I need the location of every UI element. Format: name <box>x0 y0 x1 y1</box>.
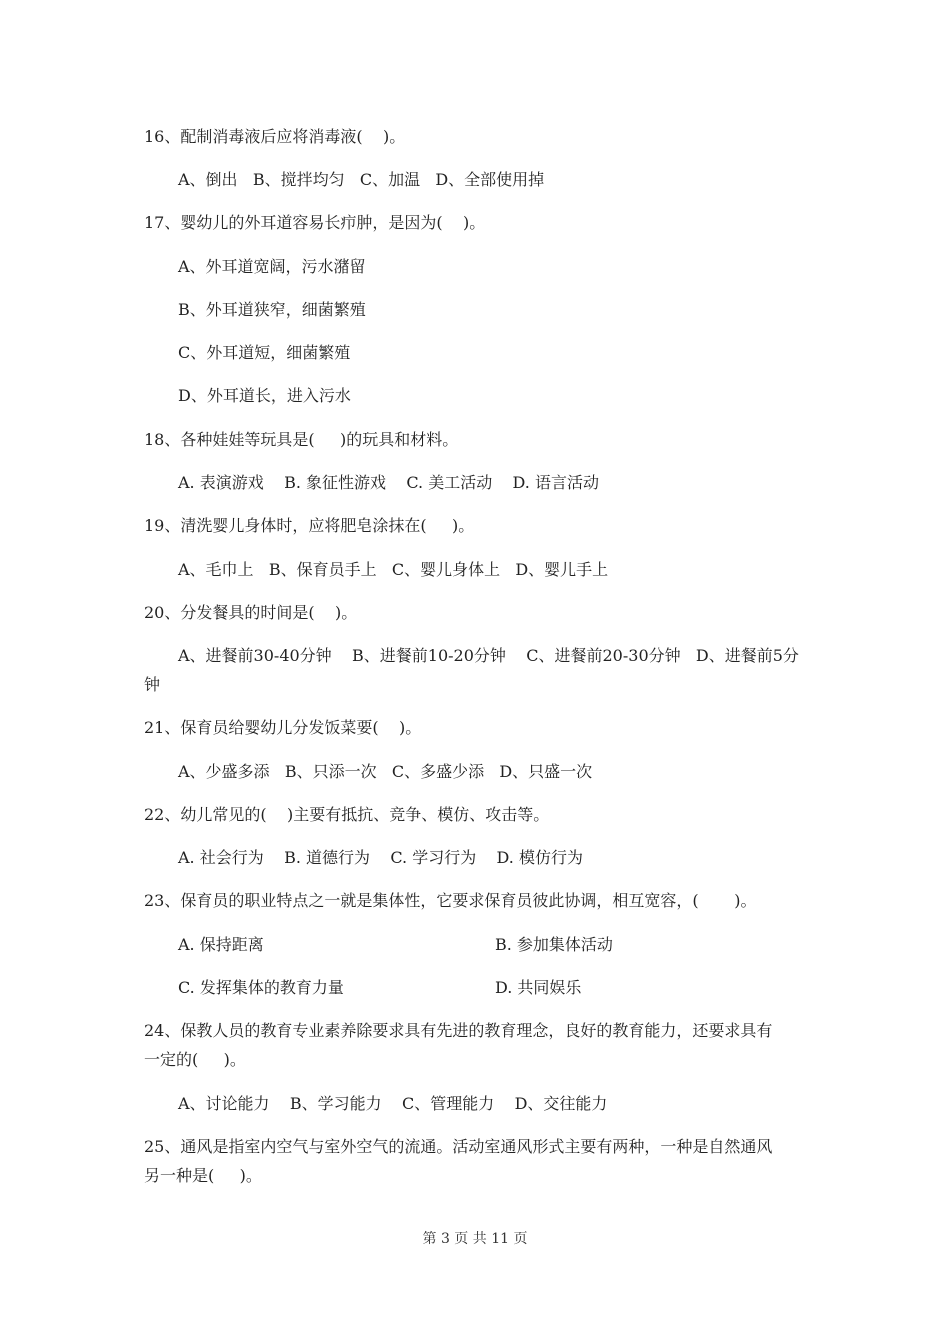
question-20-options: A、进餐前30-40分钟 B、进餐前10-20分钟 C、进餐前20-30分钟 D、进餐前5分 <box>178 646 799 665</box>
question-21-options: A、少盛多添 B、只添一次 C、多盛少添 D、只盛一次 <box>178 762 593 781</box>
question-25-stem-continued: 另一种是( )。 <box>144 1166 262 1185</box>
question-22-options: A. 社会行为 B. 道德行为 C. 学习行为 D. 模仿行为 <box>178 848 583 867</box>
question-23-stem: 23、保育员的职业特点之一就是集体性，它要求保育员彼此协调，相互宽容，( )。 <box>144 891 757 910</box>
question-22-stem: 22、幼儿常见的( )主要有抵抗、竞争、模仿、攻击等。 <box>144 805 550 824</box>
question-25-stem: 25、通风是指室内空气与室外空气的流通。活动室通风形式主要有两种，一种是自然通风 <box>144 1137 773 1156</box>
question-24-stem-continued: 一定的( )。 <box>144 1050 246 1069</box>
question-23-option-b: B. 参加集体活动 <box>495 935 613 954</box>
question-16-stem: 16、配制消毒液后应将消毒液( )。 <box>144 127 406 146</box>
question-20-options-continued: 钟 <box>144 675 161 694</box>
question-17-option-d: D、外耳道长，进入污水 <box>178 386 351 405</box>
question-17-option-a: A、外耳道宽阔，污水潴留 <box>178 257 366 276</box>
question-19-stem: 19、清洗婴儿身体时，应将肥皂涂抹在( )。 <box>144 516 475 535</box>
page-footer: 第 3 页 共 11 页 <box>422 1231 528 1247</box>
question-17-option-b: B、外耳道狭窄，细菌繁殖 <box>178 300 366 319</box>
question-20-stem: 20、分发餐具的时间是( )。 <box>144 603 358 622</box>
question-23-option-d: D. 共同娱乐 <box>495 978 582 997</box>
question-23-option-c: C. 发挥集体的教育力量 <box>178 978 344 997</box>
question-18-options: A. 表演游戏 B. 象征性游戏 C. 美工活动 D. 语言活动 <box>178 473 599 492</box>
question-18-stem: 18、各种娃娃等玩具是( )的玩具和材料。 <box>144 430 459 449</box>
question-23-option-a: A. 保持距离 <box>178 935 264 954</box>
question-19-options: A、毛巾上 B、保育员手上 C、婴儿身体上 D、婴儿手上 <box>178 560 609 579</box>
question-17-option-c: C、外耳道短，细菌繁殖 <box>178 343 351 362</box>
question-24-stem: 24、保教人员的教育专业素养除要求具有先进的教育理念，良好的教育能力，还要求具有 <box>144 1021 773 1040</box>
question-21-stem: 21、保育员给婴幼儿分发饭菜要( )。 <box>144 718 422 737</box>
question-24-options: A、讨论能力 B、学习能力 C、管理能力 D、交往能力 <box>178 1094 608 1113</box>
question-16-options: A、倒出 B、搅拌均匀 C、加温 D、全部使用掉 <box>178 170 545 189</box>
question-17-stem: 17、婴幼儿的外耳道容易长疖肿，是因为( )。 <box>144 213 486 232</box>
